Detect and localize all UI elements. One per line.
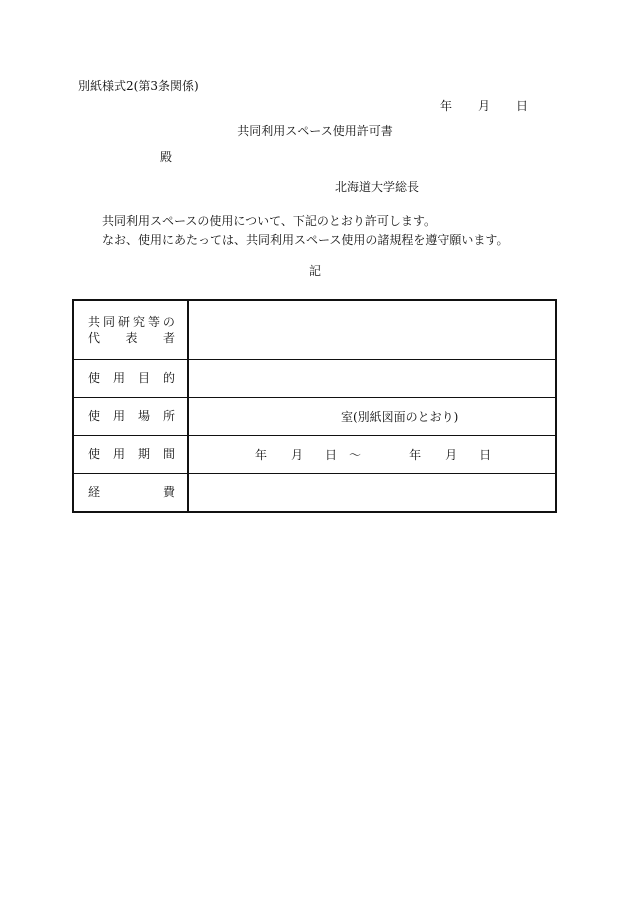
details-table [72, 299, 557, 513]
date-day-label: 日 [516, 99, 529, 113]
date-year-label: 年 [440, 99, 453, 113]
label-char: 者 [162, 331, 175, 345]
label-char: 使 [88, 409, 101, 424]
label-char: 研 [117, 314, 130, 329]
table-row-expenses [73, 474, 556, 513]
table-row-representative [73, 300, 556, 360]
table-row-purpose [73, 360, 556, 398]
label-char: 等 [147, 314, 160, 329]
form-reference: 別紙様式2(第3条関係) [78, 79, 199, 93]
label-char: の [162, 314, 175, 329]
period-to-month: 月 [445, 448, 458, 462]
period-from-day: 日 [325, 448, 338, 462]
body-text-line-1: 共同利用スペースの使用について、下記のとおり許可します。 [102, 214, 436, 228]
label-char: 場 [137, 409, 150, 424]
purpose-value [188, 360, 556, 398]
location-label [73, 398, 188, 436]
label-char: 用 [112, 409, 125, 424]
label-char: 的 [162, 371, 175, 386]
label-char: 所 [162, 409, 175, 424]
label-char: 共 [88, 314, 101, 329]
label-char: 期 [137, 447, 150, 462]
table-row-location [73, 398, 556, 436]
period-label [73, 436, 188, 474]
label-char: 費 [162, 485, 175, 500]
label-char: 使 [88, 371, 101, 386]
label-char: 究 [132, 314, 145, 329]
label-char: 表 [125, 331, 138, 345]
period-to-year: 年 [409, 448, 422, 462]
representative-label [73, 300, 188, 360]
representative-value [188, 300, 556, 360]
document-title: 共同利用スペース使用許可書 [237, 124, 393, 138]
label-char: 間 [162, 447, 175, 462]
label-char: 用 [112, 371, 125, 386]
label-char: 経 [88, 485, 101, 500]
expenses-value [188, 474, 556, 513]
issue-date [440, 100, 528, 112]
label-char: 目 [137, 371, 150, 386]
period-to-day: 日 [479, 448, 492, 462]
representative-label-line-2 [88, 330, 175, 346]
label-char: 代 [88, 331, 101, 345]
date-month-label: 月 [478, 99, 491, 113]
period-separator: 〜 [349, 448, 362, 462]
purpose-label [73, 360, 188, 398]
addressee-suffix: 殿 [160, 150, 173, 164]
period-value [188, 436, 556, 474]
period-from-year: 年 [255, 448, 268, 462]
period-from-month: 月 [291, 448, 304, 462]
location-value: 室(別紙図面のとおり) [188, 398, 556, 436]
ki-heading: 記 [308, 264, 321, 278]
table-row-period [73, 436, 556, 474]
expenses-label [73, 474, 188, 513]
issuer-name: 北海道大学総長 [335, 180, 420, 194]
label-char: 用 [112, 447, 125, 462]
body-text-line-2: なお、使用にあたっては、共同利用スペース使用の諸規程を遵守願います。 [102, 233, 509, 247]
label-char: 同 [102, 314, 115, 329]
label-char: 使 [88, 447, 101, 462]
representative-label-line-1 [88, 314, 175, 330]
